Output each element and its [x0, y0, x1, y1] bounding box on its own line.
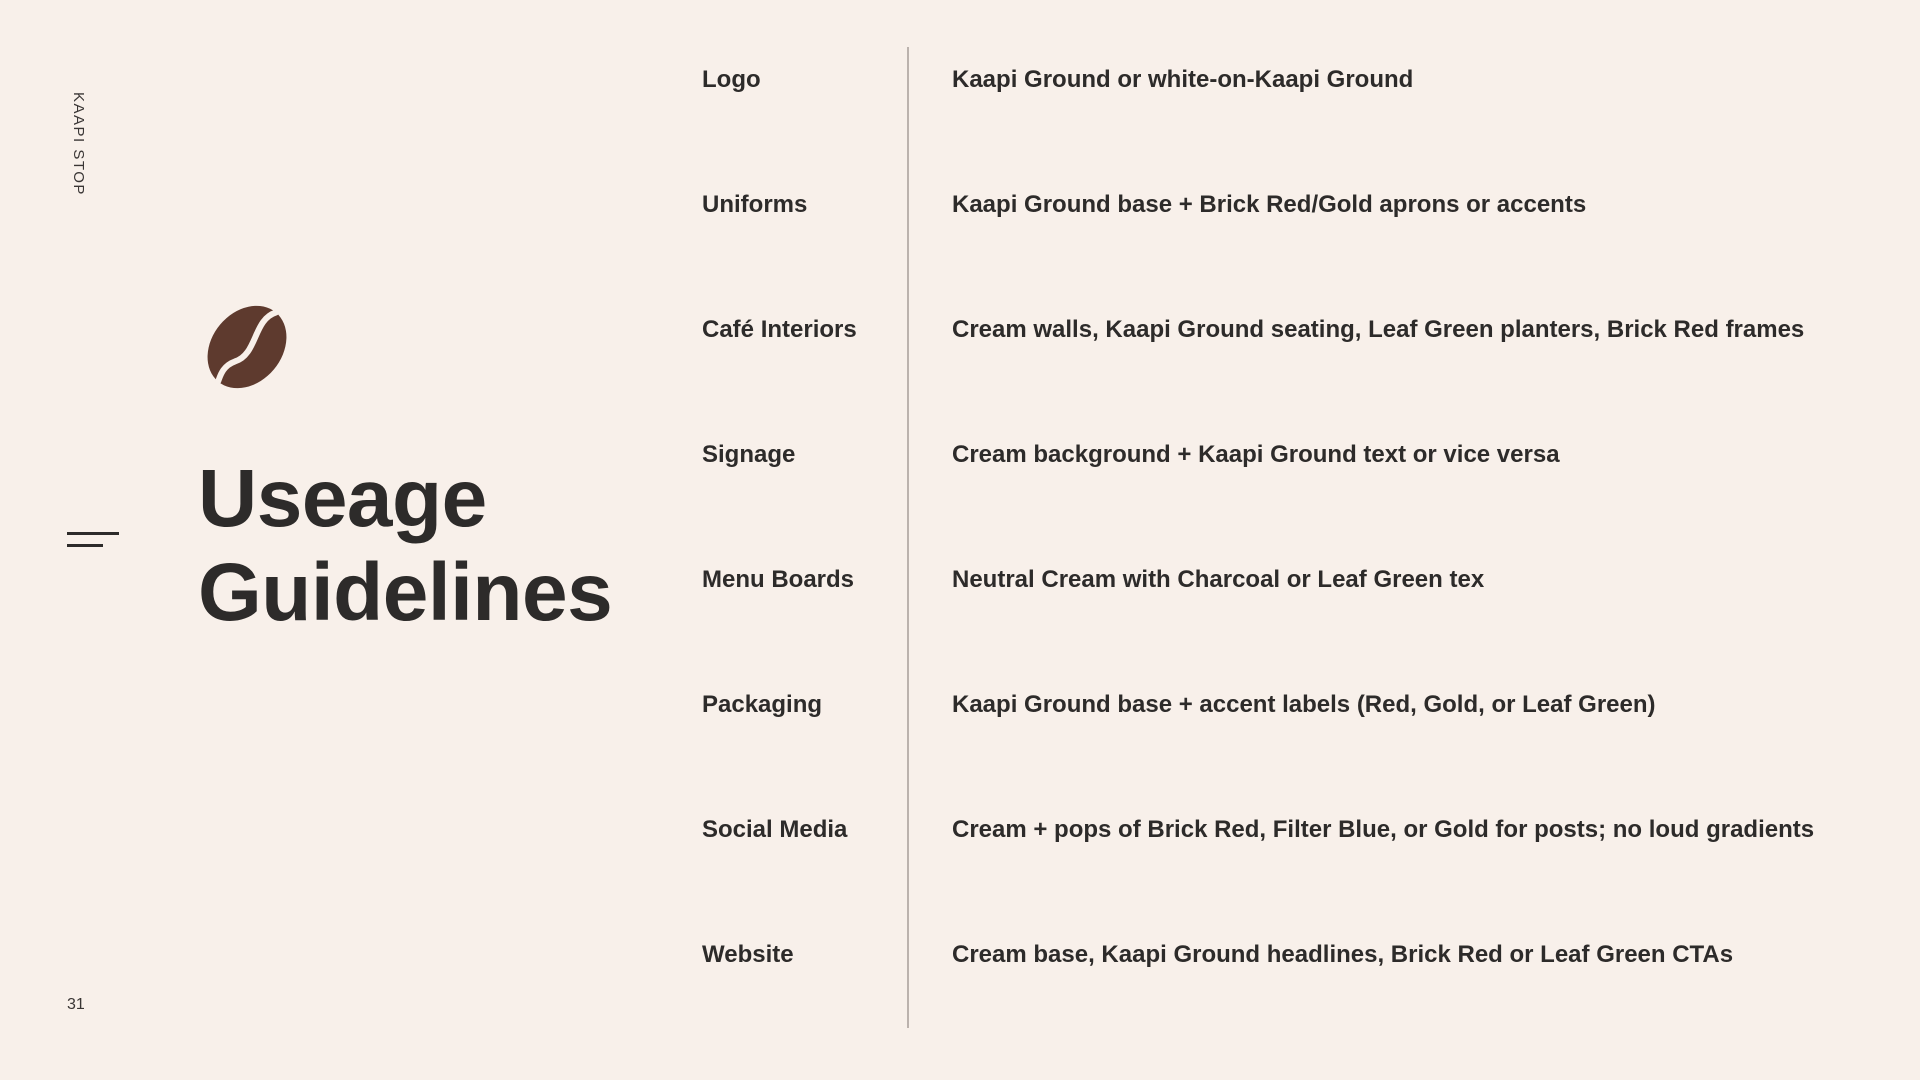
guideline-label: Logo [702, 66, 761, 93]
guideline-row-uniforms [0, 191, 1920, 231]
page-number: 31 [67, 996, 85, 1013]
guideline-row-website [0, 941, 1920, 981]
guideline-label: Menu Boards [702, 566, 855, 593]
guideline-label: Uniforms [702, 191, 808, 218]
guideline-row-social-media [0, 816, 1920, 856]
guideline-label: Website [702, 941, 794, 968]
brand-vertical-label: KAAPI STOP [70, 92, 87, 196]
guideline-row-logo [0, 66, 1920, 106]
guideline-row-packaging [0, 691, 1920, 731]
guideline-label: Café Interiors [702, 316, 857, 343]
guideline-description: Cream + pops of Brick Red, Filter Blue, or Gold for posts; no loud gradients [952, 816, 1815, 843]
guideline-description: Cream walls, Kaapi Ground seating, Leaf Green planters, Brick Red frames [952, 316, 1805, 343]
guideline-row-menu-boards [0, 566, 1920, 606]
guideline-label: Signage [702, 441, 796, 468]
guideline-description: Cream base, Kaapi Ground headlines, Brick Red or Leaf Green CTAs [952, 941, 1734, 968]
title-line-1: Useage [198, 453, 487, 544]
guideline-row-signage [0, 441, 1920, 481]
guideline-description: Kaapi Ground or white-on-Kaapi Ground [952, 66, 1414, 93]
guideline-description: Cream background + Kaapi Ground text or vice versa [952, 441, 1560, 468]
guideline-description: Kaapi Ground base + accent labels (Red, Gold, or Leaf Green) [952, 691, 1656, 718]
guideline-description: Kaapi Ground base + Brick Red/Gold aprons or accents [952, 191, 1587, 218]
guideline-label: Social Media [702, 816, 848, 843]
guideline-row-cafe-interiors [0, 316, 1920, 356]
title-line-2: Guidelines [198, 547, 613, 638]
guideline-description: Neutral Cream with Charcoal or Leaf Green tex [952, 566, 1485, 593]
guideline-label: Packaging [702, 691, 823, 718]
